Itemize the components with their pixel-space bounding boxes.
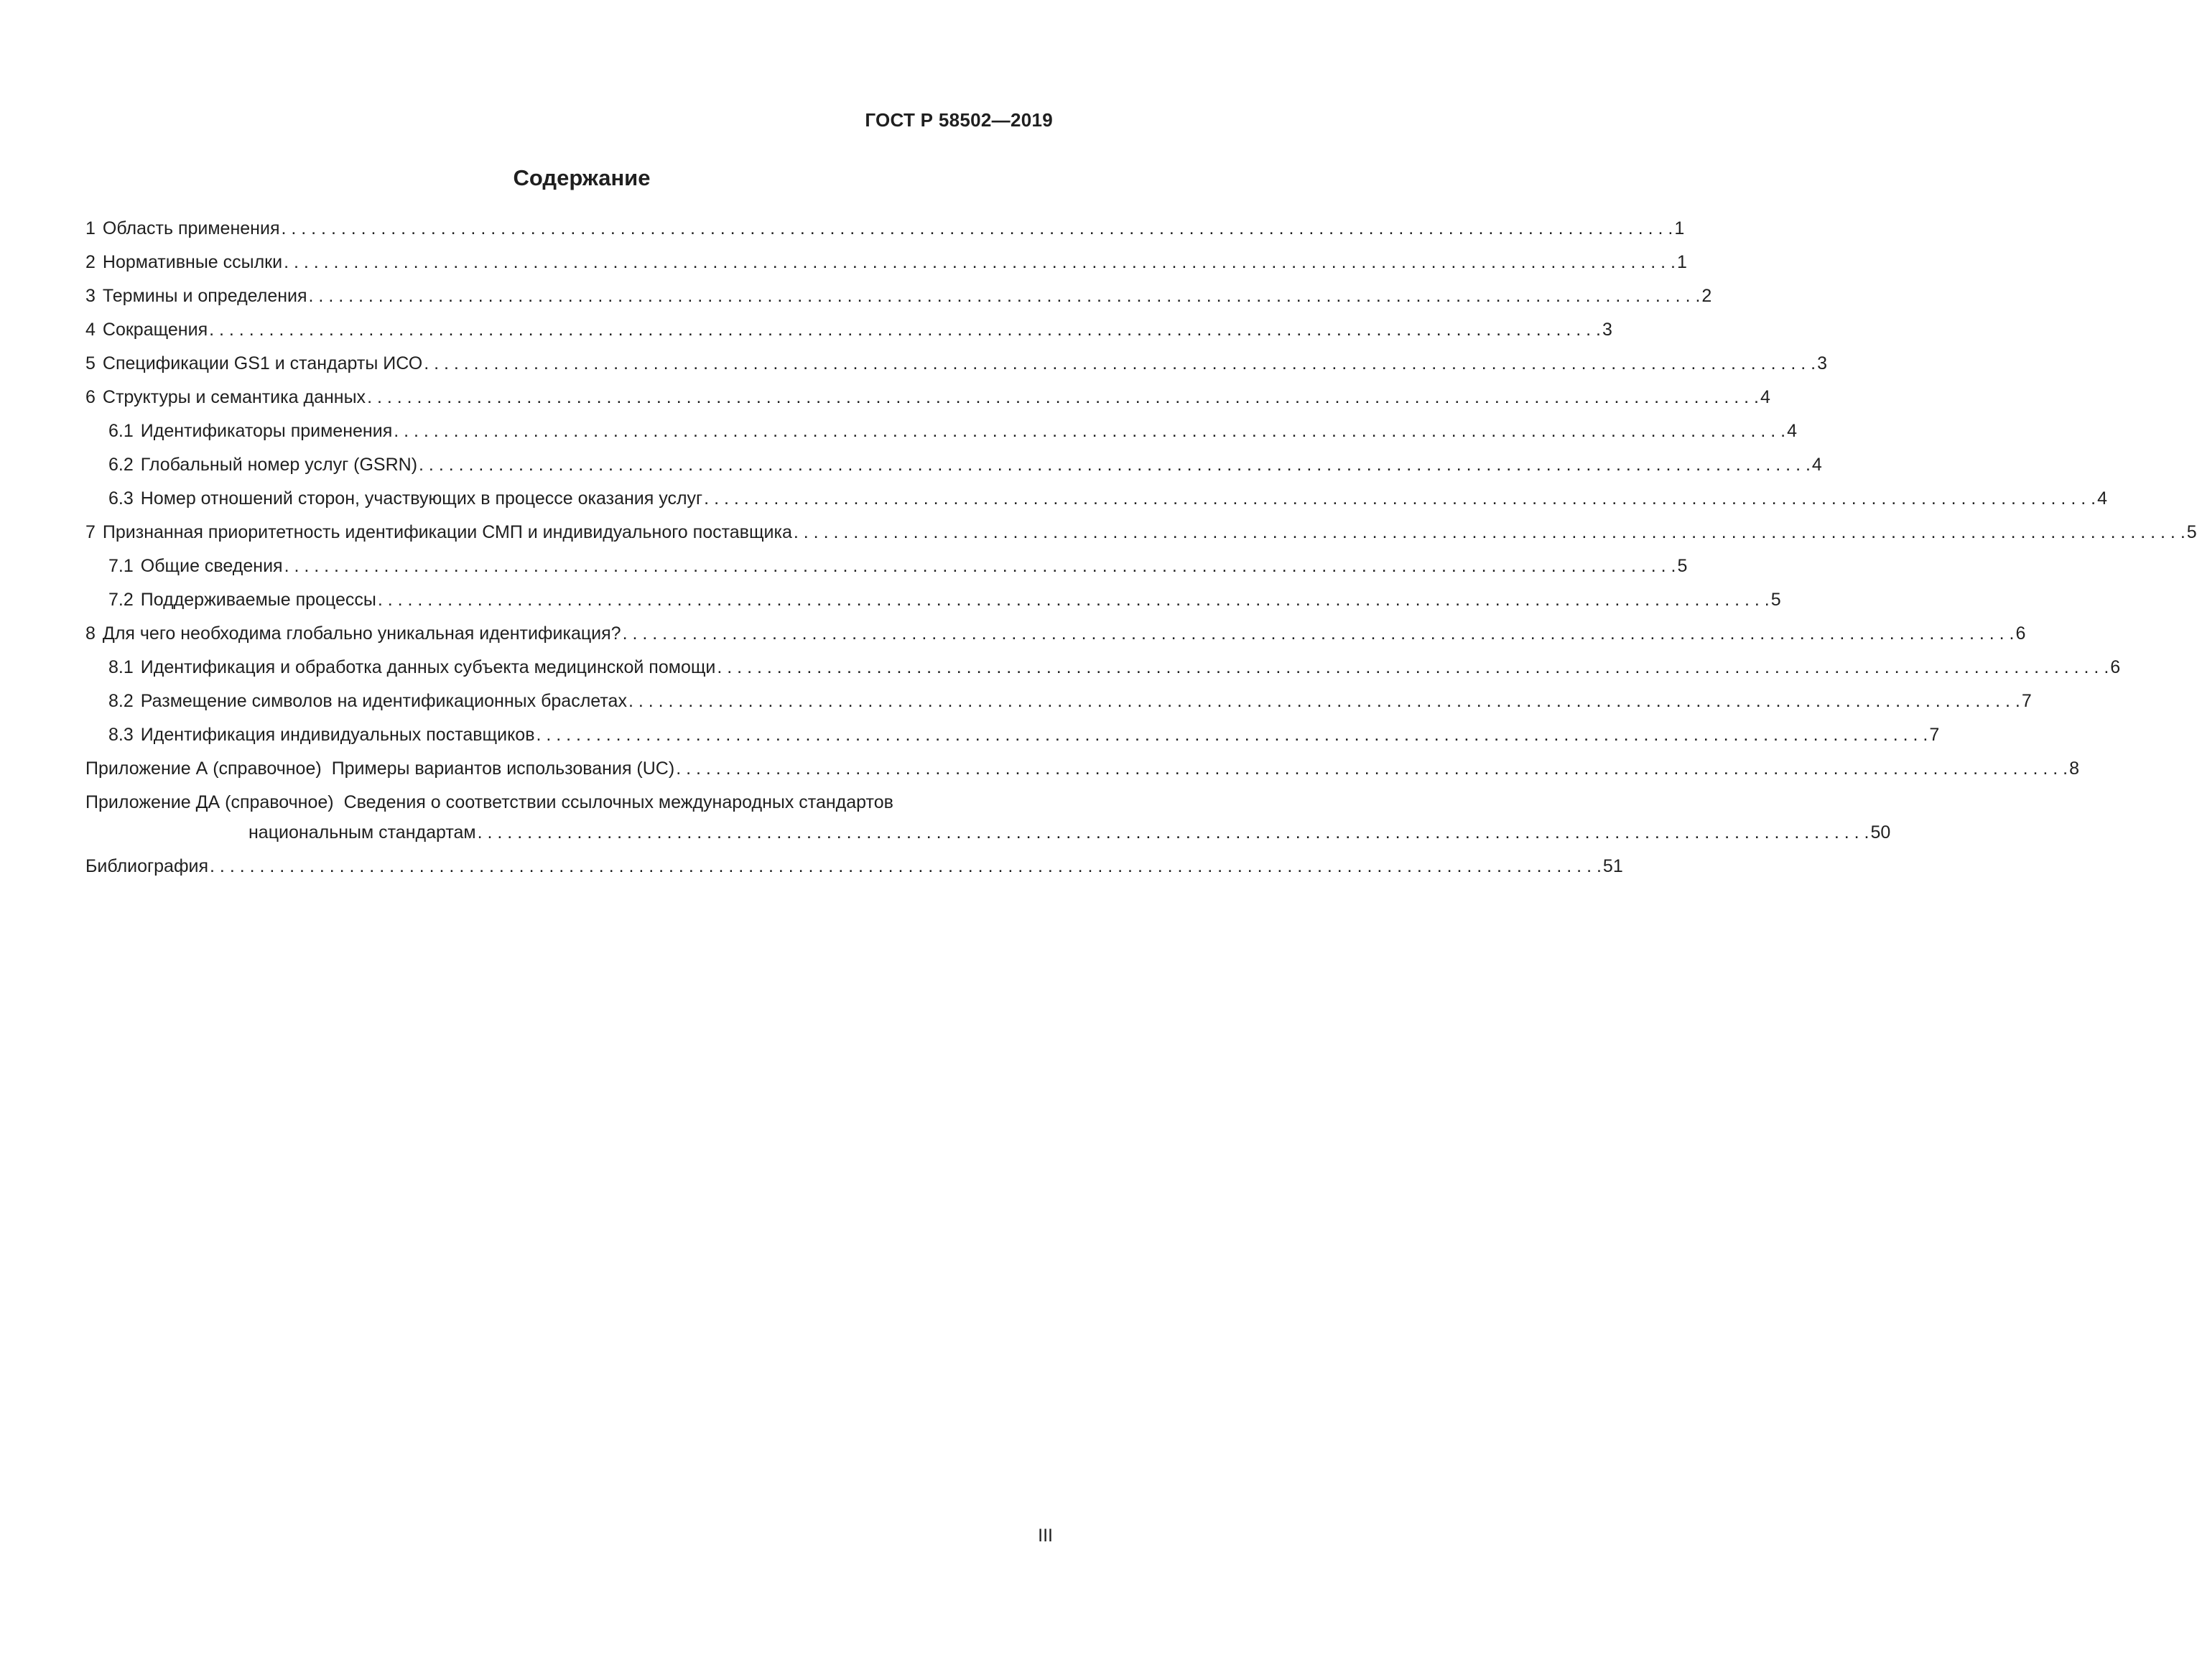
toc-entry-page: 5 [1770,590,1781,610]
toc-leader-dots [478,822,1869,843]
toc-leader-dots [794,522,2186,543]
toc-entry[interactable] [85,623,2026,657]
toc-entry[interactable] [85,320,1612,353]
toc-entry-page: 7 [1929,725,1940,745]
toc-entry-page: 2 [1701,286,1712,306]
toc-entry-text: Спецификации GS1 и стандарты ИСО [102,353,423,373]
toc-entry[interactable] [85,218,1685,252]
toc-leader-dots [378,590,1770,611]
toc-entry-appendix-da[interactable] [85,792,1891,856]
document-code: ГОСТ Р 58502—2019 [865,109,1053,131]
toc-entry-page: 6 [2015,623,2026,644]
toc-entry[interactable] [85,252,1687,286]
toc-entry-page: 5 [1677,556,1688,576]
toc-entry-number: 5 [85,353,96,373]
toc-entry[interactable] [85,387,1770,421]
toc-entry-text: Сокращения [102,320,208,340]
page-number: III [1038,1526,1053,1546]
toc-entry-text: Размещение символов на идентификационных браслетах [140,691,627,711]
toc-leader-dots [309,286,1701,307]
toc-leader-dots [284,556,1676,577]
toc-entry-number: 8.1 [108,657,134,677]
toc-entry-text: Для чего необходима глобально уникальная идентификация? [102,623,621,644]
toc-entry[interactable] [85,488,2107,522]
toc-leader-dots [281,218,1673,239]
toc-entry[interactable] [85,725,1940,758]
toc-entry-number: 8.3 [108,725,134,745]
toc-entry-text: Номер отношений сторон, участвующих в процессе оказания услуг [140,488,703,509]
toc-entry[interactable] [85,455,1822,488]
toc-entry-page: 1 [1676,252,1687,272]
page-title: Содержание [513,165,651,190]
toc-entry-page: 7 [2021,691,2032,711]
toc-entry[interactable] [85,556,1688,590]
toc-leader-dots [419,455,1811,475]
toc-leader-dots [536,725,1928,746]
toc-entry-page: 5 [2186,522,2197,542]
toc-leader-dots [394,421,1785,442]
toc-entry-number: 7.2 [108,590,134,610]
table-of-contents [85,218,2197,890]
toc-entry-number: 6.3 [108,488,134,509]
toc-leader-dots [284,252,1676,273]
toc-entry-text: Структуры и семантика данных [102,387,366,407]
toc-entry-number: 4 [85,320,96,340]
toc-entry-page: 8 [2069,758,2079,779]
toc-leader-dots [209,320,1601,340]
toc-entry-number: 7 [85,522,96,542]
toc-entry-number: 7.1 [108,556,134,576]
toc-entry[interactable] [85,421,1798,455]
toc-leader-dots [676,758,2068,779]
toc-entry[interactable] [85,522,2197,556]
toc-entry[interactable] [85,691,2032,725]
toc-entry-prefix: Приложение А (справочное) [85,758,322,779]
toc-entry-text: Идентификация индивидуальных поставщиков [140,725,535,745]
toc-entry-page: 4 [1760,387,1770,407]
toc-leader-dots [424,353,1816,374]
toc-entry[interactable] [85,657,2121,691]
toc-entry-text: Глобальный номер услуг (GSRN) [140,455,418,475]
toc-entry-page: 1 [1674,218,1685,238]
toc-entry-page: 4 [1787,421,1798,441]
toc-entry-number: 6.1 [108,421,134,441]
toc-entry-page: 3 [1602,320,1612,340]
toc-entry-page: 6 [2110,657,2121,677]
toc-entry-text: Область применения [102,218,280,238]
toc-entry-number: 3 [85,286,96,306]
toc-entry-text: Признанная приоритетность идентификации СМП и индивидуального поставщика [102,522,792,542]
toc-leader-dots [717,657,2109,678]
toc-entry-text: Нормативные ссылки [102,252,283,272]
toc-entry-number: 8.2 [108,691,134,711]
toc-leader-dots [704,488,2096,509]
toc-entry-page: 3 [1817,353,1827,373]
toc-entry-page: 4 [1811,455,1822,475]
toc-entry-number: 2 [85,252,96,272]
toc-entry-number: 1 [85,218,96,238]
toc-leader-dots [210,856,1602,877]
toc-leader-dots [367,387,1759,408]
toc-entry-text: Библиография [85,856,209,876]
toc-entry[interactable] [85,590,1781,623]
toc-entry-text: Идентификация и обработка данных субъекта медицинской помощи [140,657,716,677]
toc-entry-prefix: Приложение ДА (справочное) [85,792,334,812]
toc-leader-dots [628,691,2020,712]
toc-entry[interactable] [85,286,1712,320]
toc-entry-text: Идентификаторы применения [140,421,393,441]
toc-entry-text: Примеры вариантов использования (UC) [331,758,675,779]
toc-entry-text: Поддерживаемые процессы [140,590,376,610]
toc-entry-text: Термины и определения [102,286,307,306]
toc-entry-number: 6.2 [108,455,134,475]
toc-entry-page: 4 [2097,488,2107,509]
toc-entry-text: Сведения о соответствии ссылочных международных стандартов [343,792,893,812]
toc-entry-appendix-a[interactable] [85,758,2079,792]
toc-entry-page: 50 [1870,822,1891,843]
toc-entry[interactable] [85,353,1827,387]
toc-entry-text: Общие сведения [140,556,283,576]
toc-entry-page: 51 [1602,856,1623,876]
toc-entry-number: 6 [85,387,96,407]
toc-entry-bibliography[interactable] [85,856,1623,890]
toc-leader-dots [623,623,2015,644]
toc-entry-text-continued: национальным стандартам [249,822,476,843]
toc-entry-number: 8 [85,623,96,644]
